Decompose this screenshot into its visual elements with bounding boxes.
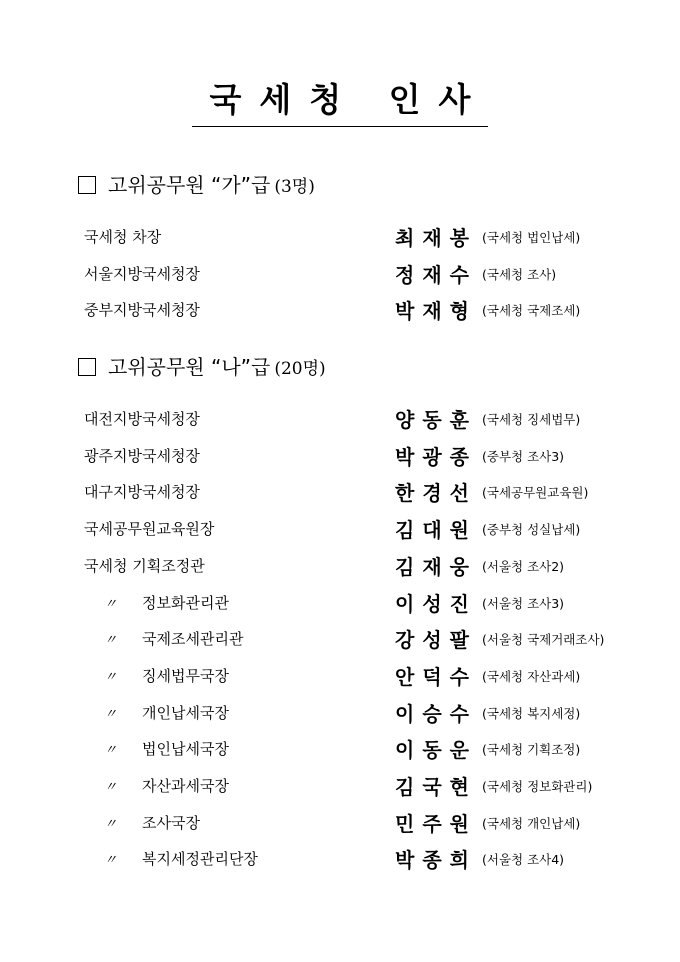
appointee-name: 한경선 [395, 481, 477, 505]
previous-post: (국세청 국제조세) [482, 303, 581, 318]
appointment-row [0, 514, 680, 542]
previous-post: (서울청 조사3) [482, 596, 565, 611]
previous-post: (중부청 조사3) [482, 449, 565, 464]
section-title: 고위공무원 “가”급 [108, 173, 271, 197]
document-title-block [0, 80, 680, 127]
appointment-row [0, 222, 680, 250]
position-title: 복지세정관리단장 [142, 850, 258, 868]
appointee-name: 안덕수 [395, 665, 477, 689]
position-title: 개인납세국장 [142, 704, 229, 722]
position-title: 국세청 차장 [84, 228, 162, 246]
appointee-name: 박종희 [395, 848, 477, 872]
appointment-row [0, 808, 680, 836]
appointment-row [0, 477, 680, 505]
previous-post: (국세공무원교육원) [482, 485, 589, 500]
section-heading [78, 354, 326, 382]
appointee-name: 김국현 [395, 775, 477, 799]
appointment-row [0, 551, 680, 579]
document-title: 국세청 인사 [192, 80, 489, 127]
appointment-row [0, 844, 680, 872]
appointment-row [0, 441, 680, 469]
position-title: 징세법무국장 [142, 667, 229, 685]
appointment-row [0, 734, 680, 762]
section-count: (20명) [274, 359, 326, 379]
checkbox-square-icon [78, 358, 96, 376]
section-count: (3명) [274, 177, 315, 197]
previous-post: (국세청 자산과세) [482, 669, 581, 684]
position-title: 국제조세관리관 [142, 630, 244, 648]
appointee-name: 강성팔 [395, 628, 477, 652]
previous-post: (국세청 조사) [482, 267, 557, 282]
previous-post: (서울청 조사2) [482, 559, 565, 574]
position-title: 서울지방국세청장 [84, 265, 200, 283]
previous-post: (서울청 조사4) [482, 852, 565, 867]
position-title: 법인납세국장 [142, 740, 229, 758]
appointment-row [0, 295, 680, 323]
position-title: 자산과세국장 [142, 777, 229, 795]
position-title: 국세청 기획조정관 [84, 557, 205, 575]
position-title: 중부지방국세청장 [84, 301, 200, 319]
previous-post: (국세청 정보화관리) [482, 779, 593, 794]
previous-post: (중부청 성실납세) [482, 522, 581, 537]
section-heading [78, 172, 315, 200]
position-title: 정보화관리관 [142, 594, 229, 612]
section-title: 고위공무원 “나”급 [108, 355, 271, 379]
appointment-row [0, 624, 680, 652]
appointment-row [0, 698, 680, 726]
ditto-mark: 〃 [104, 780, 118, 795]
appointee-name: 양동훈 [395, 408, 477, 432]
previous-post: (국세청 개인납세) [482, 816, 581, 831]
ditto-mark: 〃 [104, 853, 118, 868]
appointee-name: 박광종 [395, 445, 477, 469]
appointment-row [0, 404, 680, 432]
ditto-mark: 〃 [104, 597, 118, 612]
appointee-name: 정재수 [395, 263, 477, 287]
checkbox-square-icon [78, 176, 96, 194]
position-title: 국세공무원교육원장 [84, 520, 215, 538]
appointee-name: 이동운 [395, 738, 477, 762]
appointee-name: 민주원 [395, 812, 477, 836]
position-title: 대전지방국세청장 [84, 410, 200, 428]
position-title: 광주지방국세청장 [84, 447, 200, 465]
previous-post: (서울청 국제거래조사) [482, 632, 605, 647]
position-title: 대구지방국세청장 [84, 483, 200, 501]
appointee-name: 이승수 [395, 702, 477, 726]
ditto-mark: 〃 [104, 707, 118, 722]
appointment-row [0, 771, 680, 799]
previous-post: (국세청 복지세정) [482, 706, 581, 721]
appointment-row [0, 661, 680, 689]
appointee-name: 김대원 [395, 518, 477, 542]
appointment-row [0, 259, 680, 287]
appointee-name: 이성진 [395, 592, 477, 616]
appointee-name: 김재웅 [395, 555, 477, 579]
ditto-mark: 〃 [104, 670, 118, 685]
ditto-mark: 〃 [104, 633, 118, 648]
previous-post: (국세청 법인납세) [482, 230, 581, 245]
appointee-name: 최재봉 [395, 226, 477, 250]
ditto-mark: 〃 [104, 743, 118, 758]
position-title: 조사국장 [142, 814, 200, 832]
previous-post: (국세청 기획조정) [482, 742, 581, 757]
previous-post: (국세청 징세법무) [482, 412, 581, 427]
appointment-row [0, 588, 680, 616]
ditto-mark: 〃 [104, 817, 118, 832]
appointee-name: 박재형 [395, 299, 477, 323]
